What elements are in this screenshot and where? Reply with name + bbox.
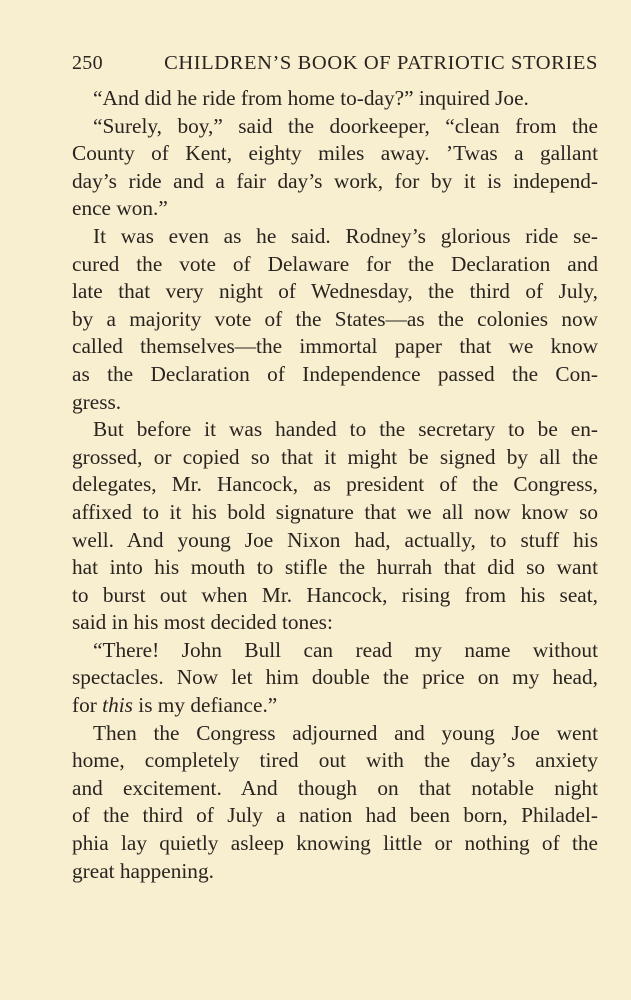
text-line: gress. xyxy=(72,389,122,414)
text-line: hat into his mouth to stifle the hurrah that did so want xyxy=(72,555,598,580)
text-line: said in his most decided tones: xyxy=(72,610,333,635)
emphasized-word: this xyxy=(102,693,133,718)
text-line: to burst out when Mr. Hancock, rising from his seat, xyxy=(72,582,598,607)
paragraph-2 xyxy=(72,113,598,223)
text-line: called themselves—the immortal paper that we know xyxy=(72,334,598,359)
text-line: and excitement. And though on that notable night xyxy=(72,775,598,800)
text-line: by a majority vote of the States—as the colonies now xyxy=(72,306,598,331)
text-line: It was even as he said. Rodney’s glorious ride se- xyxy=(93,223,598,248)
text-line: “Surely, boy,” said the doorkeeper, “clean from the xyxy=(93,113,598,138)
text-line: as the Declaration of Independence passed the Con- xyxy=(72,361,598,386)
text-line: affixed to it his bold signature that we all now know so xyxy=(72,499,598,524)
text-line: “There! John Bull can read my name without xyxy=(93,637,598,662)
text-line: spectacles. Now let him double the price on my head, xyxy=(72,665,598,690)
text-line: cured the vote of Delaware for the Declaration and xyxy=(72,251,598,276)
paragraph-6 xyxy=(72,720,598,886)
running-head-title: CHILDREN’S BOOK OF PATRIOTIC STORIES xyxy=(164,52,598,74)
text-line-with-emphasis xyxy=(72,692,598,720)
text-fragment: is my defiance.” xyxy=(132,693,278,718)
text-line: day’s ride and a fair day’s work, for by it is independ- xyxy=(72,168,598,193)
paragraph-1 xyxy=(72,85,598,113)
running-head xyxy=(72,52,598,75)
text-line: Then the Congress adjourned and young Joe went xyxy=(93,720,598,745)
text-line: ence won.” xyxy=(72,196,168,221)
book-page xyxy=(72,52,598,885)
paragraph-5 xyxy=(72,637,598,720)
body-text xyxy=(72,85,598,885)
text-line: late that very night of Wednesday, the third of July, xyxy=(72,279,598,304)
text-line: phia lay quietly asleep knowing little or nothing of the xyxy=(72,831,598,856)
text-line: County of Kent, eighty miles away. ’Twas a gallant xyxy=(72,141,598,166)
page-number: 250 xyxy=(72,52,103,74)
paragraph-3 xyxy=(72,223,598,416)
paragraph-4 xyxy=(72,416,598,637)
text-fragment: for xyxy=(72,693,103,718)
text-line: home, completely tired out with the day’s anxiety xyxy=(72,748,598,773)
text-line: delegates, Mr. Hancock, as president of the Congress, xyxy=(72,472,598,497)
text-line: of the third of July a nation had been born, Philadel- xyxy=(72,803,598,828)
text-line: “And did he ride from home to-day?” inquired Joe. xyxy=(93,86,529,110)
text-line: But before it was handed to the secretary to be en- xyxy=(93,417,598,442)
text-line: great happening. xyxy=(72,858,214,883)
text-line: well. And young Joe Nixon had, actually, to stuff his xyxy=(72,527,598,552)
text-line: grossed, or copied so that it might be signed by all the xyxy=(72,444,598,469)
